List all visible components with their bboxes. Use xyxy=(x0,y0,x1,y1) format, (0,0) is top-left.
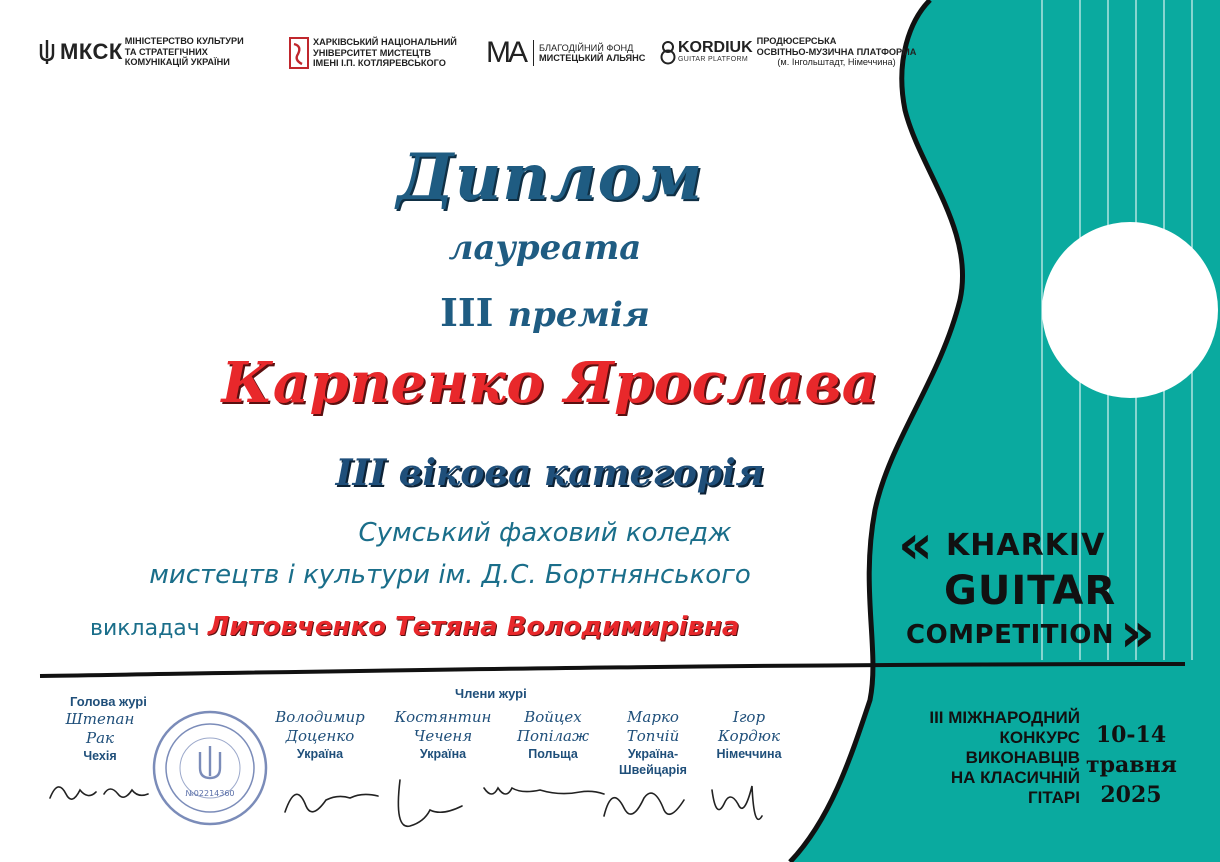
date-year: 2025 xyxy=(1100,782,1162,808)
signature-member-4 xyxy=(604,793,684,816)
jury-member-name-2: Кордюк xyxy=(718,727,780,745)
university-emblem-icon xyxy=(288,36,310,70)
diploma-title: Диплом xyxy=(396,140,704,215)
jury-member-name-1: Костянтин xyxy=(394,708,492,726)
kordiuk-sub: GUITAR PLATFORM xyxy=(678,56,748,64)
quote-close: » xyxy=(1120,601,1155,664)
signature-member-3 xyxy=(484,788,604,794)
logo-khnum xyxy=(288,36,457,70)
jury-member-name-2: Попілаж xyxy=(516,727,590,745)
jury-chair-name-1: Штепан xyxy=(65,710,135,728)
jury-member xyxy=(694,708,804,762)
teacher-name: Литовченко Тетяна Володимирівна xyxy=(207,612,740,642)
prize-roman: ІІІ xyxy=(440,290,494,335)
prize-word: премія xyxy=(507,295,650,335)
school-line-2: мистецтв і культури ім. Д.С. Бортнянського xyxy=(149,560,751,590)
jury-chair-name-2: Рак xyxy=(86,729,114,747)
jury-member-name-1: Войцех xyxy=(524,708,582,726)
jury-member-name-2: Чеченя xyxy=(413,727,473,745)
logo-mystetskyi-alians xyxy=(486,36,645,70)
seal-number: №02214360 xyxy=(185,789,235,798)
mksk-text: МІНІСТЕРСТВО КУЛЬТУРИ ТА СТРАТЕГІЧНИХ КОМУНІКАЦІЙ УКРАЇНИ xyxy=(124,36,244,67)
jury-member-name-2: Доценко xyxy=(285,727,355,745)
date-days: 10-14 xyxy=(1095,722,1167,748)
jury-member-name-1: Володимир xyxy=(275,708,365,726)
school-line-1: Сумський фаховий коледж xyxy=(358,518,732,548)
jury-member-country: Україна- xyxy=(627,747,679,761)
ma-mark: МА xyxy=(486,36,525,69)
ma-text: БЛАГОДІЙНИЙ ФОНД МИСТЕЦЬКИЙ АЛЬЯНС xyxy=(539,42,646,63)
jury-member-country: Україна xyxy=(419,747,467,761)
guitar-logo-icon xyxy=(660,39,676,65)
jury-member xyxy=(498,708,608,762)
jury-member-name-2: Топчій xyxy=(626,727,680,745)
contest-dates xyxy=(1086,720,1176,810)
jury-member-country: Польща xyxy=(528,747,578,761)
teacher-line xyxy=(90,612,739,642)
jury-member xyxy=(388,708,498,762)
brand-line-2: GUITAR xyxy=(944,568,1117,614)
kordiuk-mark: KORDIUK xyxy=(678,39,753,57)
signature-member-5 xyxy=(712,786,762,819)
jury-signatures xyxy=(0,760,820,850)
jury-chair-heading: Голова журі xyxy=(70,694,147,709)
age-category: ІІІ вікова категорія xyxy=(335,452,765,494)
diploma-subtitle: лауреата xyxy=(448,228,642,268)
jury-member xyxy=(265,708,375,762)
trident-icon xyxy=(38,38,56,66)
mksk-mark: МКСК xyxy=(60,38,123,64)
signature-member-2 xyxy=(398,780,462,826)
logo-kordiuk xyxy=(660,36,916,68)
jury-member-country: Німеччина xyxy=(716,747,782,761)
contest-line: НА КЛАСИЧНІЙ xyxy=(950,768,1080,787)
jury-chair-country: Чехія xyxy=(83,749,117,763)
logo-divider xyxy=(533,40,534,66)
quote-open: « xyxy=(898,513,933,576)
kordiuk-text: ПРОДЮСЕРСЬКА ОСВІТНЬО-МУЗИЧНА ПЛАТФОРМА (м. Інгольштадт, Німеччина) xyxy=(756,36,917,67)
jury-member-name-1: Марко xyxy=(627,708,679,726)
contest-line: ІІІ МІЖНАРОДНИЙ xyxy=(929,708,1080,727)
brand-line-1: KHARKIV xyxy=(946,528,1106,563)
contest-title xyxy=(900,708,1080,808)
khnum-text: ХАРКІВСЬКИЙ НАЦІОНАЛЬНИЙ УНІВЕРСИТЕТ МИСТЕЦТВ ІМЕНІ І.П. КОТЛЯРЕВСЬКОГО xyxy=(313,37,457,69)
jury-member-country: Україна xyxy=(296,747,344,761)
contest-line: ГІТАРІ xyxy=(1027,788,1080,807)
signature-chair xyxy=(50,787,148,799)
logo-mksk xyxy=(38,36,244,68)
contest-line: ВИКОНАВЦІВ xyxy=(965,748,1080,767)
jury-chair xyxy=(45,710,155,764)
jury-member-country-2: Швейцарія xyxy=(619,763,687,777)
prize-line xyxy=(0,290,1090,335)
jury-members-heading: Члени журі xyxy=(455,686,527,701)
laureate-name: Карпенко Ярослава xyxy=(221,350,879,416)
contest-line: КОНКУРС xyxy=(999,728,1080,747)
brand-line-3: COMPETITION xyxy=(906,620,1115,650)
signature-member-1 xyxy=(285,794,378,812)
date-month: травня xyxy=(1086,752,1177,778)
jury-member-name-1: Ігор xyxy=(732,708,766,726)
teacher-label: викладач xyxy=(90,616,200,641)
